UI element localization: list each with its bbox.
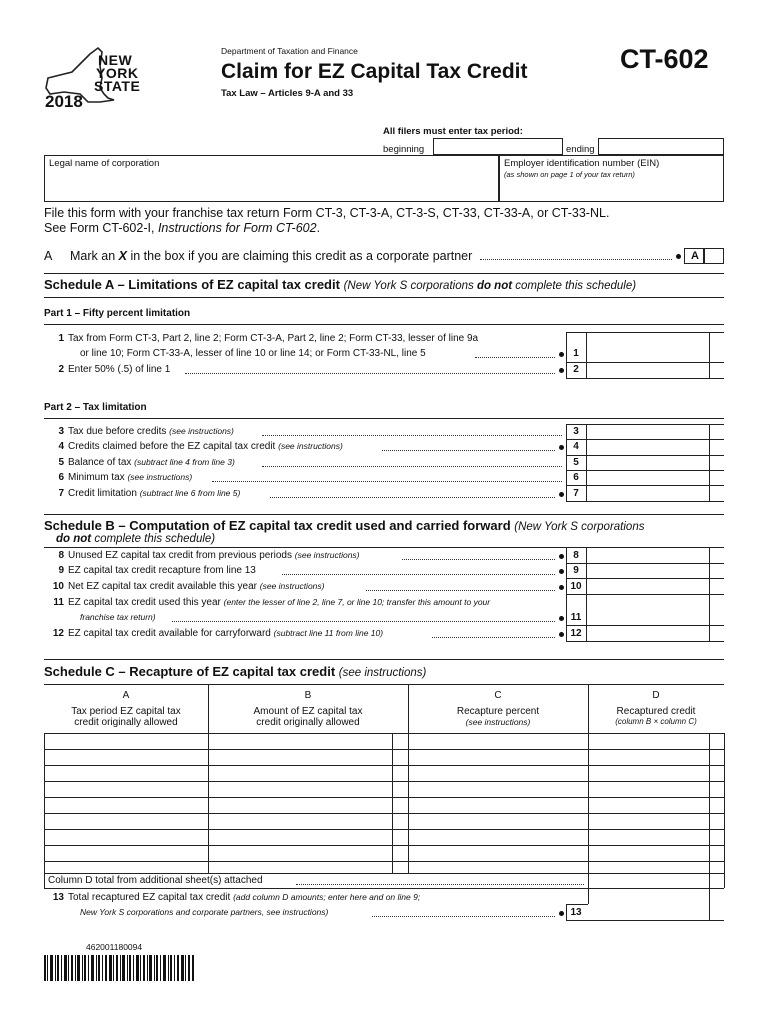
line-7-bullet <box>559 492 564 497</box>
instruction-line-2-italic: Instructions for Form CT-602 <box>157 221 317 235</box>
line-8-text <box>68 550 360 561</box>
schedule-b-note-bold: do not <box>56 533 92 545</box>
schedule-a-note-suffix: complete this schedule) <box>512 280 637 292</box>
line-2-text: Enter 50% (.5) of line 1 <box>68 364 171 375</box>
line-13-text <box>68 892 420 903</box>
instruction-line-2-prefix: See Form CT-602-I, <box>44 221 158 235</box>
line-5-number: 5 <box>58 457 64 468</box>
part1-row2-bottom <box>566 378 724 379</box>
line-4-text <box>68 441 343 452</box>
line-a-bullet <box>676 254 681 259</box>
line-13-note-2: New York S corporations and corporate partners, see instructions) <box>80 907 329 917</box>
schedule-a-note <box>344 280 637 292</box>
part1-title: Part 1 – Fifty percent limitation <box>44 308 191 319</box>
line-7-label: Credit limitation <box>68 488 137 499</box>
line-4-number: 4 <box>58 441 64 452</box>
line-7-leader <box>270 497 555 498</box>
line-1-bullet <box>559 352 564 357</box>
schedule-c-row-5[interactable] <box>45 798 723 813</box>
line-13-text-2 <box>80 907 328 918</box>
legal-name-label: Legal name of corporation <box>49 158 160 169</box>
line-a-label-box <box>684 248 704 264</box>
schedule-a-top-rule <box>44 273 724 274</box>
schedule-a-note-bold: do not <box>476 280 513 292</box>
line-12-bullet <box>559 632 564 637</box>
line-3-label: Tax due before credits <box>68 426 167 437</box>
line-4-leader <box>382 450 555 451</box>
line-7-note: (subtract line 6 from line 5) <box>139 488 241 498</box>
ending-label: ending <box>566 144 595 155</box>
line-11-number: 11 <box>53 597 64 608</box>
ein-sub-label: (as shown on page 1 of your tax return) <box>504 170 635 179</box>
line-a-prefix: Mark an <box>70 249 119 263</box>
line-9-amount-field[interactable] <box>587 564 709 578</box>
line-2-box-number: 2 <box>573 364 579 375</box>
line-10-bullet <box>559 585 564 590</box>
line-1-box-number: 1 <box>573 348 579 359</box>
column-d-total-field[interactable] <box>589 874 709 888</box>
line-13-box-number: 13 <box>570 907 582 918</box>
logo-text-new: NEW <box>98 52 133 68</box>
form-year: 2018 <box>45 92 83 111</box>
line-11-amount-field[interactable] <box>587 595 709 625</box>
line-1-leader <box>475 357 555 358</box>
ein-label: Employer identification number (EIN) <box>504 158 660 169</box>
line-10-label: Net EZ capital tax credit available this year <box>68 581 257 592</box>
col-a-letter: A <box>122 690 130 701</box>
part2-col-cents <box>709 424 710 501</box>
line-9-bullet <box>559 569 564 574</box>
line-10-number: 10 <box>52 581 64 592</box>
line-13-number: 13 <box>52 892 64 903</box>
line-a-suffix: in the box if you are claiming this credit as a corporate partner <box>126 249 473 263</box>
col-d-line1: Recaptured credit <box>616 706 696 717</box>
schedule-c-top-rule <box>44 659 724 660</box>
line-4-label: Credits claimed before the EZ capital tax credit <box>68 441 276 452</box>
part1-col-cents <box>709 332 710 378</box>
schedule-b-note-line2 <box>56 533 215 545</box>
column-d-total-leader <box>296 884 584 885</box>
schedule-b-title <box>44 518 644 533</box>
schedule-c-row-8[interactable] <box>45 846 723 861</box>
col-b-line1: Amount of EZ capital tax <box>253 706 363 717</box>
schb-row-5 <box>566 641 724 642</box>
line-13-note: (add column D amounts; enter here and on line 9; <box>233 892 421 902</box>
line-8-amount-field[interactable] <box>587 548 709 563</box>
part1-rule <box>44 324 724 325</box>
col-c-line2: (see instructions) <box>465 717 531 727</box>
part2-title: Part 2 – Tax limitation <box>44 402 147 413</box>
schc-col-right <box>724 733 725 888</box>
line-6-text <box>68 472 192 483</box>
line-5-amount-field[interactable] <box>587 456 709 470</box>
line-4-amount-field[interactable] <box>587 440 709 455</box>
line-11-box-number: 11 <box>570 612 582 623</box>
line-3-text <box>68 426 234 437</box>
part2-row-5 <box>566 501 724 502</box>
line-12-box-number: 12 <box>570 628 582 639</box>
department-name: Department of Taxation and Finance <box>221 46 358 56</box>
line-5-text <box>68 457 235 468</box>
line-7-number: 7 <box>58 488 64 499</box>
col-c-letter: C <box>494 690 502 701</box>
barcode-image <box>44 955 194 981</box>
line13-top <box>566 904 588 905</box>
schedule-c-title <box>44 664 426 679</box>
logo-text-state: STATE <box>94 78 141 94</box>
line-3-box-number: 3 <box>573 426 579 437</box>
schedule-c-row-6[interactable] <box>45 814 723 829</box>
line-6-amount-field[interactable] <box>587 471 709 485</box>
line-3-note: (see instructions) <box>169 426 234 436</box>
line-2-leader <box>185 373 555 374</box>
logo-text-york: YORK <box>96 65 139 81</box>
line-13-leader <box>372 916 555 917</box>
line-3-leader <box>262 435 562 436</box>
schedule-a-title <box>44 277 636 292</box>
nys-logo <box>42 42 152 112</box>
line-6-leader <box>212 481 562 482</box>
schedule-b-note-prefix: (New York S corporations <box>514 521 645 533</box>
legal-name-field[interactable] <box>44 155 499 202</box>
line-13-bullet <box>559 911 564 916</box>
col-a-line1: Tax period EZ capital tax <box>71 706 181 717</box>
schedule-c-row-1[interactable] <box>45 734 723 749</box>
col-c-line1: Recapture percent <box>456 706 540 717</box>
line-12-leader <box>432 637 555 638</box>
part2-rule <box>44 418 724 419</box>
line-11-text <box>68 597 490 608</box>
line-11-note: (enter the lesser of line 2, line 7, or line 10; transfer this amount to your <box>223 597 491 607</box>
line-7-text <box>68 488 240 499</box>
schedule-c-title-text: Schedule C – Recapture of EZ capital tax credit <box>44 664 336 679</box>
schedule-a-under-rule <box>44 297 724 298</box>
line-12-amount-field[interactable] <box>587 626 709 641</box>
line-4-note: (see instructions) <box>278 441 343 451</box>
schedule-c-row-3[interactable] <box>45 766 723 781</box>
line-11-leader <box>172 621 555 622</box>
line-6-number: 6 <box>58 472 64 483</box>
line-8-box-number: 8 <box>573 550 579 561</box>
instruction-line-2 <box>44 221 320 235</box>
line-10-text <box>68 581 324 592</box>
barcode-number: 462001180094 <box>86 942 143 952</box>
line-12-number: 12 <box>52 628 64 639</box>
col-a-header <box>44 690 208 728</box>
line-9-leader <box>282 574 555 575</box>
line-8-label: Unused EZ capital tax credit from previous periods <box>68 550 292 561</box>
line-8-note: (see instructions) <box>294 550 360 560</box>
line-12-text <box>68 628 383 639</box>
col-d-letter: D <box>652 690 660 701</box>
line-a-x: X <box>118 249 127 263</box>
line-4-box-number: 4 <box>573 441 579 452</box>
line-13-label: Total recaptured EZ capital tax credit <box>68 892 231 903</box>
line-2-amount-field[interactable] <box>587 363 709 378</box>
barcode-icon <box>44 955 194 981</box>
line-a-leader <box>480 259 672 260</box>
line-5-label: Balance of tax <box>68 457 132 468</box>
line-11-note-2: franchise tax return) <box>80 612 156 622</box>
line-3-amount-field[interactable] <box>587 425 709 439</box>
line-9-number: 9 <box>58 565 64 576</box>
schedule-c-row-7[interactable] <box>45 830 723 845</box>
col-a-line2: credit originally allowed <box>74 717 178 728</box>
line-9-box-number: 9 <box>573 565 579 576</box>
line-10-box-number: 10 <box>570 581 582 592</box>
col-b-letter: B <box>304 690 312 701</box>
schc-grid-row-8 <box>44 861 724 862</box>
corporate-partner-checkbox[interactable] <box>704 248 724 264</box>
line-13-amount-field[interactable] <box>589 889 709 920</box>
column-d-total-text: Column D total from additional sheet(s) attached <box>48 875 263 886</box>
line-12-label: EZ capital tax credit available for carryforward <box>68 628 271 639</box>
line-a-text <box>70 249 472 263</box>
line-6-note: (see instructions) <box>127 472 193 482</box>
line-3-number: 3 <box>58 426 64 437</box>
col-d-header <box>588 690 724 726</box>
line-1-amount-field[interactable] <box>587 333 709 362</box>
line-10-amount-field[interactable] <box>587 579 709 594</box>
line-11-label: EZ capital tax credit used this year <box>68 597 221 608</box>
ein-field[interactable] <box>499 155 724 202</box>
schedule-b-note-rest: complete this schedule) <box>91 533 216 545</box>
line-2-number: 2 <box>58 364 64 375</box>
line-4-bullet <box>559 445 564 450</box>
line-7-amount-field[interactable] <box>587 486 709 501</box>
line-1-text-b: or line 10; Form CT-33-A, lesser of line 10 or line 14; or Form CT-33-NL, line 5 <box>80 348 426 359</box>
instruction-line-2-suffix: . <box>316 221 321 235</box>
schedule-c-row-2[interactable] <box>45 750 723 765</box>
line-a-box-label: A <box>691 250 699 262</box>
line-11-text-2 <box>80 612 156 623</box>
instruction-line-1: File this form with your franchise tax return Form CT-3, CT-3-A, CT-3-S, CT-33, CT-33-A, or CT-33-NL. <box>44 206 610 220</box>
line-5-note: (subtract line 4 from line 3) <box>134 457 235 467</box>
line13-bottom <box>566 920 724 921</box>
tax-period-heading: All filers must enter tax period: <box>383 126 523 137</box>
line-5-box-number: 5 <box>573 457 579 468</box>
schedule-c-note: (see instructions) <box>338 667 427 679</box>
col-b-line2: credit originally allowed <box>256 717 360 728</box>
line-1-text-a: Tax from Form CT-3, Part 2, line 2; Form CT-3-A, Part 2, line 2; Form CT-33, lesser of line 9a <box>68 333 479 344</box>
schedule-b-title-text: Schedule B – Computation of EZ capital tax credit used and carried forward <box>44 518 511 533</box>
form-number: CT-602 <box>620 44 709 74</box>
beginning-date-field[interactable] <box>433 138 563 155</box>
line-6-label: Minimum tax <box>68 472 125 483</box>
line-5-leader <box>262 466 562 467</box>
line-9-text: EZ capital tax credit recapture from line 13 <box>68 565 256 576</box>
line-11-bullet <box>559 616 564 621</box>
beginning-label: beginning <box>383 144 425 155</box>
schedule-a-note-prefix: (New York S corporations <box>343 280 477 292</box>
line-a-letter: A <box>44 249 53 263</box>
line-1-number: 1 <box>58 333 64 344</box>
line-12-note: (subtract line 11 from line 10) <box>273 628 384 638</box>
form-title: Claim for EZ Capital Tax Credit <box>221 60 528 83</box>
line-8-bullet <box>559 554 564 559</box>
col-d-line2: (column B × column C) <box>615 717 697 726</box>
line-2-bullet <box>559 368 564 373</box>
schedule-b-top-rule <box>44 514 724 515</box>
line-7-box-number: 7 <box>573 488 579 499</box>
line-10-note: (see instructions) <box>259 581 325 591</box>
line-8-leader <box>402 559 555 560</box>
tax-law-reference: Tax Law – Articles 9-A and 33 <box>221 88 354 99</box>
schedule-c-row-4[interactable] <box>45 782 723 797</box>
col-b-header <box>208 690 408 728</box>
ending-date-field[interactable] <box>598 138 724 155</box>
schedule-c-header-top <box>44 684 724 685</box>
line-6-box-number: 6 <box>573 472 579 483</box>
line-10-leader <box>366 590 555 591</box>
line-8-number: 8 <box>58 550 64 561</box>
col-c-header <box>408 690 588 727</box>
schedule-a-title-text: Schedule A – Limitations of EZ capital tax credit <box>44 277 340 292</box>
